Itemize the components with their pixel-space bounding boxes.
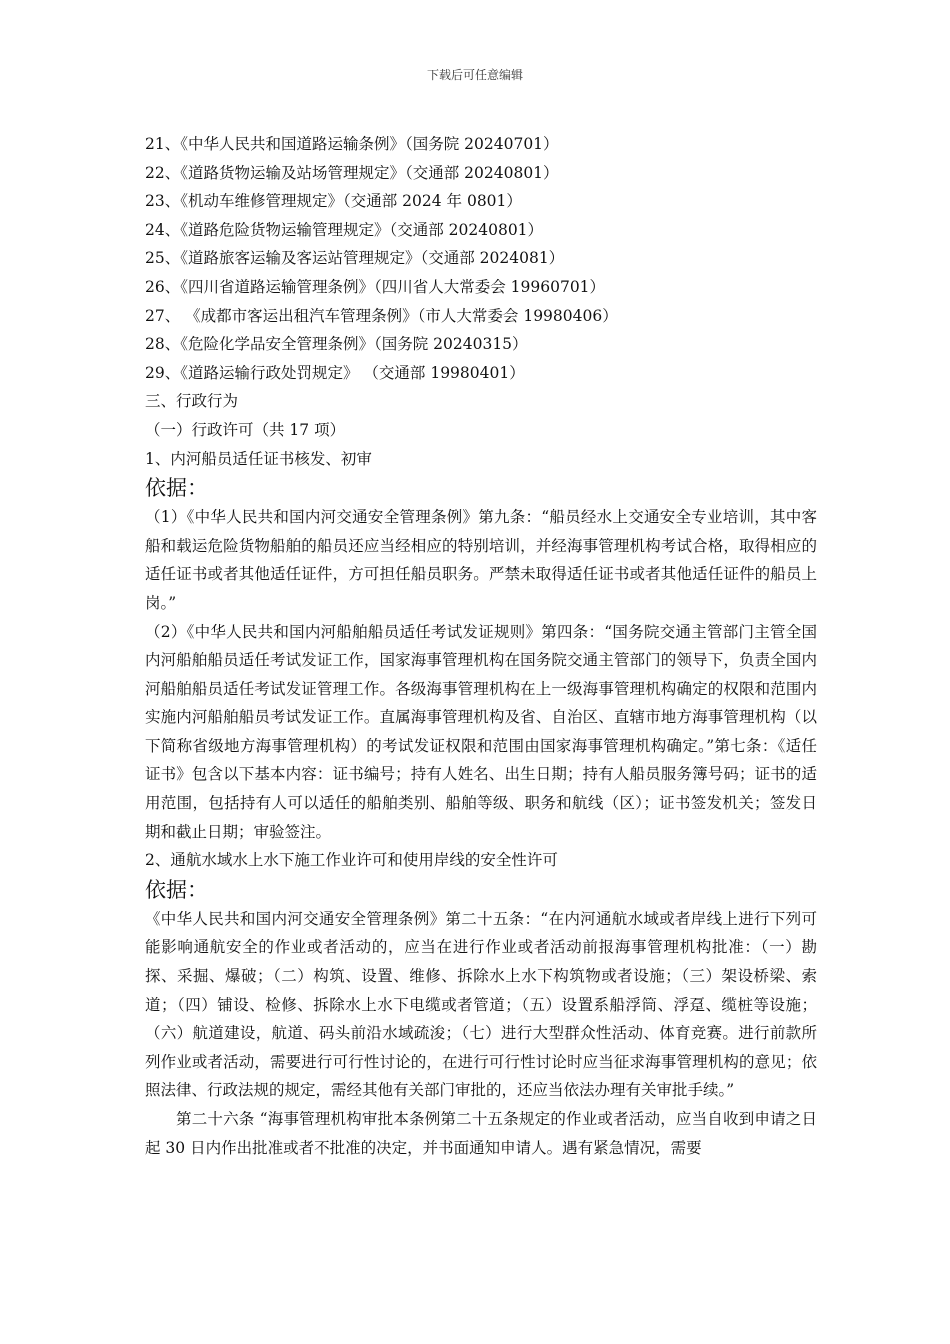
list-item: 26、《四川省道路运输管理条例》（四川省人大常委会 19960701） (145, 277, 606, 296)
basis-paragraph: 第二十六条 “海事管理机构审批本条例第二十五条规定的作业或者活动，应当自收到申请之日起 30 日内作出批准或者不批准的决定，并书面通知申请人。遇有紧急情况，需要 (145, 1110, 817, 1157)
basis-paragraph: （1）《中华人民共和国内河交通安全管理条例》第九条：“船员经水上交通安全专业培训，其中客船和载运危险货物船舶的船员还应当经相应的特别培训，并经海事管理机构考试合格，取得相应的适任证书或者其他适任证件，方可担任船员职务。严禁未取得适任证书或者其他适任证件的船员上岗。” (145, 508, 817, 612)
list-item: 23、《机动车维修管理规定》（交通部 2024 年 0801） (145, 192, 522, 211)
basis-paragraph: （2）《中华人民共和国内河船舶船员适任考试发证规则》第四条：“国务院交通主管部门主管全国内河船舶船员适任考试发证工作，国家海事管理机构在国务院交通主管部门的领导下，负责全国内河船舶船员适任考试发证管理工作。各级海事管理机构在上一级海事管理机构确定的权限和范围内实施内河船舶船员考试发证工作。直属海事管理机构及省、自治区、直辖市地方海事管理机构（以下简称省级地方海事管理机构）的考试发证权限和范围由国家海事管理机构确定。”第七条：《适任证书》包含以下基本内容：证书编号；持有人姓名、出生日期；持有人船员服务簿号码；证书的适用范围，包括持有人可以适任的船舶类别、船舶等级、职务和航线（区）；证书签发机关；签发日期和截止日期；审验签注。 (145, 622, 817, 841)
basis-label: 依据： (145, 877, 208, 902)
list-item: 24、《道路危险货物运输管理规定》（交通部 20240801） (145, 220, 544, 239)
item-title: 1、内河船员适任证书核发、初审 (145, 449, 372, 468)
list-item: 29、《道路运输行政处罚规定》 （交通部 19980401） (145, 363, 525, 382)
section-subtitle: （一）行政许可（共 17 项） (145, 420, 346, 439)
list-item: 27、 《成都市客运出租汽车管理条例》（市人大常委会 19980406） (145, 306, 618, 325)
item-title: 2、通航水域水上水下施工作业许可和使用岸线的安全性许可 (145, 851, 558, 870)
basis-paragraph: 《中华人民共和国内河交通安全管理条例》第二十五条：“在内河通航水域或者岸线上进行下列可能影响通航安全的作业或者活动的，应当在进行作业或者活动前报海事管理机构批准：（一）勘探、采掘、爆破；（二）构筑、设置、维修、拆除水上水下构筑物或者设施；（三）架设桥梁、索道；（四）铺设、检修、拆除水上水下电缆或者管道；（五）设置系船浮筒、浮趸、缆桩等设施；（六）航道建设，航道、码头前沿水域疏浚；（七）进行大型群众性活动、体育竞赛。进行前款所列作业或者活动，需要进行可行性讨论的，在进行可行性讨论时应当征求海事管理机构的意见；依照法律、行政法规的规定，需经其他有关部门审批的，还应当依法办理有关审批手续。” (145, 909, 817, 1100)
list-item: 25、《道路旅客运输及客运站管理规定》（交通部 2024081） (145, 249, 565, 268)
section-title: 三、行政行为 (145, 392, 239, 411)
basis-label: 依据： (145, 476, 208, 501)
page-header: 下载后可任意编辑 (426, 68, 523, 82)
document-body (145, 130, 817, 1162)
list-item: 21、《中华人民共和国道路运输条例》（国务院 20240701） (145, 135, 559, 153)
list-item: 28、《危险化学品安全管理条例》（国务院 20240315） (145, 335, 528, 354)
list-item: 22、《道路货物运输及站场管理规定》（交通部 20240801） (145, 163, 559, 182)
